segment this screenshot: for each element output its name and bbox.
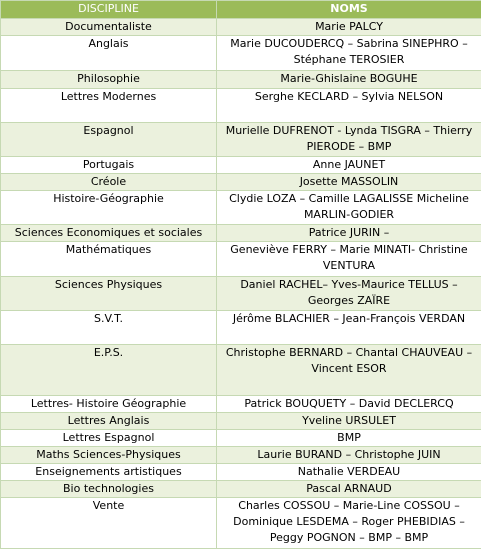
- noms-cell: Serghe KECLARD – Sylvia NELSON: [217, 89, 481, 123]
- discipline-cell: Portugais: [1, 157, 217, 174]
- column-header-discipline: DISCIPLINE: [1, 1, 217, 19]
- noms-cell: Marie PALCY: [217, 19, 481, 36]
- discipline-cell: Lettres Anglais: [1, 413, 217, 430]
- noms-cell: Geneviève FERRY – Marie MINATI- Christine VENTURA: [217, 242, 481, 277]
- noms-cell: Jérôme BLACHIER – Jean-François VERDAN: [217, 311, 481, 345]
- table-row: [1, 430, 481, 447]
- table-row: [1, 311, 481, 345]
- column-header-noms: NOMS: [217, 1, 481, 19]
- noms-cell: Marie DUCOUDERCQ – Sabrina SINEPHRO – Stéphane TEROSIER: [217, 36, 481, 71]
- table-row: [1, 157, 481, 174]
- discipline-cell: Lettres- Histoire Géographie: [1, 396, 217, 413]
- noms-cell: Nathalie VERDEAU: [217, 464, 481, 481]
- discipline-cell: Philosophie: [1, 71, 217, 89]
- discipline-cell: Lettres Modernes: [1, 89, 217, 123]
- discipline-cell: Histoire-Géographie: [1, 191, 217, 225]
- table-header-row: [1, 1, 481, 19]
- table-row: [1, 36, 481, 71]
- noms-cell: Laurie BURAND – Christophe JUIN: [217, 447, 481, 464]
- discipline-cell: S.V.T.: [1, 311, 217, 345]
- noms-cell: Patrice JURIN –: [217, 225, 481, 242]
- table-row: [1, 123, 481, 157]
- noms-cell: Murielle DUFRENOT - Lynda TISGRA – Thierry PIERODE – BMP: [217, 123, 481, 157]
- noms-cell: Christophe BERNARD – Chantal CHAUVEAU – Vincent ESOR: [217, 345, 481, 396]
- table-row: [1, 481, 481, 498]
- table-row: [1, 242, 481, 277]
- discipline-cell: Sciences Economiques et sociales: [1, 225, 217, 242]
- discipline-cell: Anglais: [1, 36, 217, 71]
- table-row: [1, 19, 481, 36]
- discipline-cell: Lettres Espagnol: [1, 430, 217, 447]
- table-row: [1, 464, 481, 481]
- noms-cell: Josette MASSOLIN: [217, 174, 481, 191]
- table-row: [1, 277, 481, 311]
- noms-cell: Charles COSSOU – Marie-Line COSSOU – Dominique LESDEMA – Roger PHEBIDIAS – Peggy POGNON – BMP – BMP: [217, 498, 481, 549]
- noms-cell: Daniel RACHEL– Yves-Maurice TELLUS – Georges ZAÏRE: [217, 277, 481, 311]
- table-row: [1, 498, 481, 549]
- discipline-cell: Vente: [1, 498, 217, 549]
- table-row: [1, 191, 481, 225]
- discipline-cell: Espagnol: [1, 123, 217, 157]
- discipline-cell: Créole: [1, 174, 217, 191]
- discipline-cell: Documentaliste: [1, 19, 217, 36]
- table-row: [1, 225, 481, 242]
- discipline-cell: Maths Sciences-Physiques: [1, 447, 217, 464]
- table-row: [1, 396, 481, 413]
- table-row: [1, 447, 481, 464]
- noms-cell: Clydie LOZA – Camille LAGALISSE Micheline MARLIN-GODIER: [217, 191, 481, 225]
- noms-cell: Patrick BOUQUETY – David DECLERCQ: [217, 396, 481, 413]
- discipline-cell: Enseignements artistiques: [1, 464, 217, 481]
- discipline-cell: E.P.S.: [1, 345, 217, 396]
- noms-cell: Anne JAUNET: [217, 157, 481, 174]
- table-row: [1, 174, 481, 191]
- table-row: [1, 89, 481, 123]
- noms-cell: Yveline URSULET: [217, 413, 481, 430]
- discipline-cell: Sciences Physiques: [1, 277, 217, 311]
- table-row: [1, 345, 481, 396]
- noms-cell: Pascal ARNAUD: [217, 481, 481, 498]
- noms-cell: BMP: [217, 430, 481, 447]
- table-row: [1, 413, 481, 430]
- discipline-cell: Mathématiques: [1, 242, 217, 277]
- discipline-cell: Bio technologies: [1, 481, 217, 498]
- noms-cell: Marie-Ghislaine BOGUHE: [217, 71, 481, 89]
- table-row: [1, 71, 481, 89]
